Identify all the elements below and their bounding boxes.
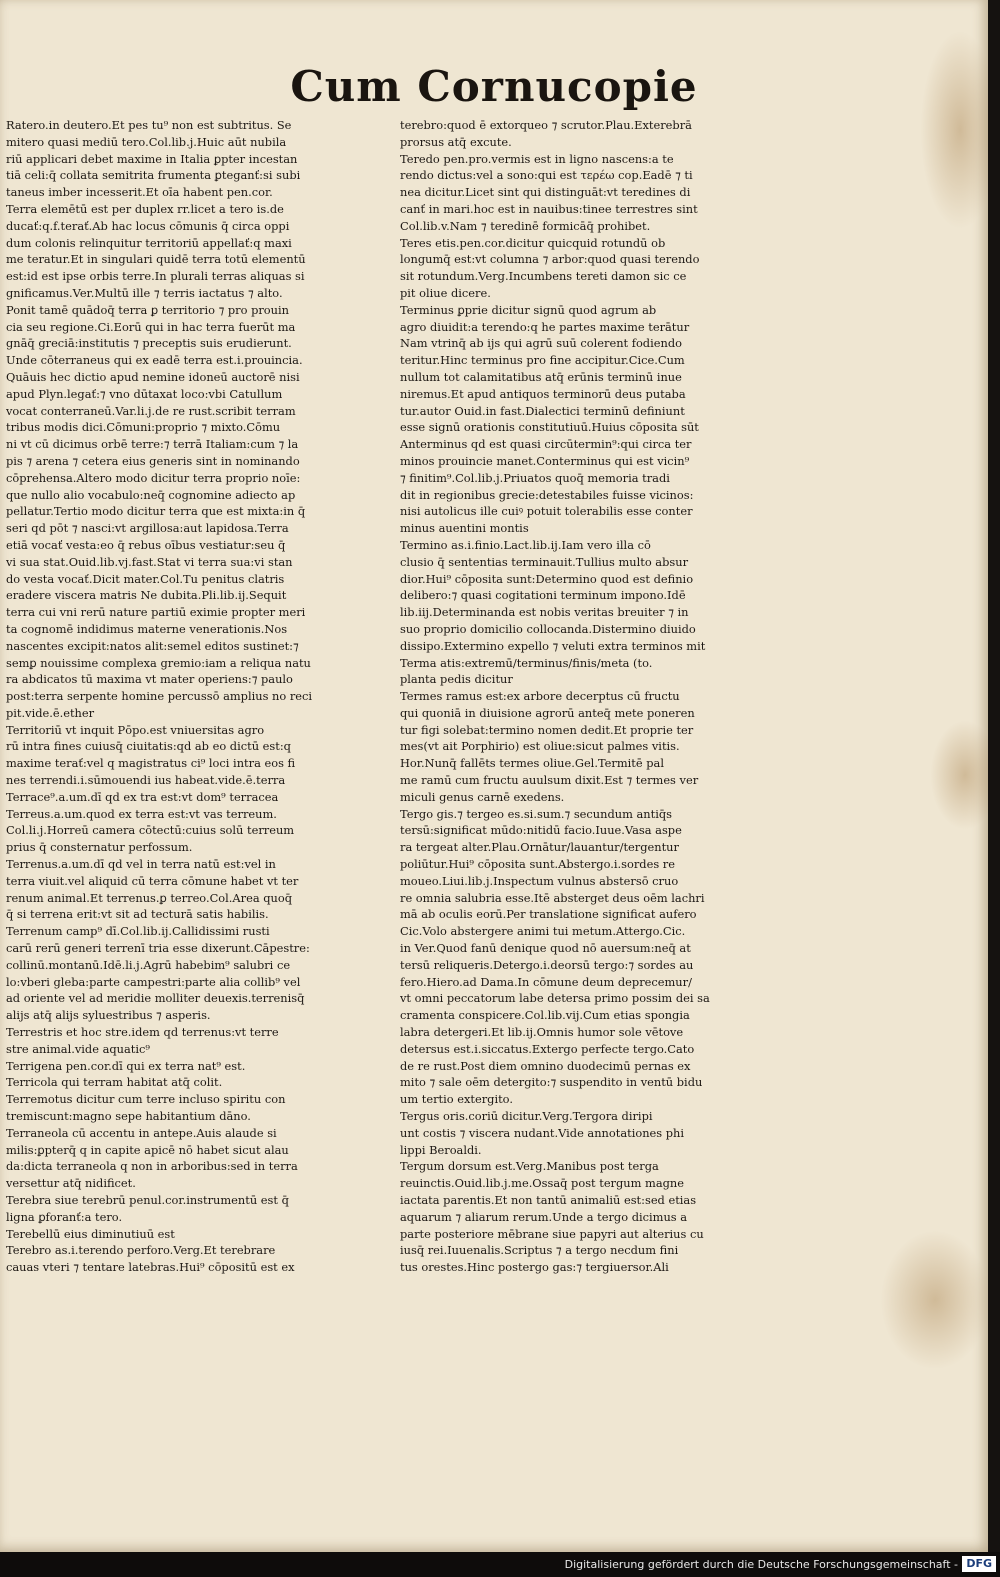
text-line: ra tergeat alter.Plau.Ornātur/lauantur/tergentur	[400, 840, 679, 855]
text-line: tribus modis dici.Cōmuni:proprio ⁊ mixto.Cōmu	[6, 420, 281, 435]
text-line: cia seu regione.Ci.Eorū qui in hac terra fuerūt ma	[6, 319, 296, 334]
text-line: minos prouincie manet.Conterminus qui est vicin⁹	[400, 453, 690, 468]
text-line: rendo dictus:vel a sono:qui est τερέω cop.Eadē ⁊ ti	[400, 168, 693, 183]
text-line: pit.vide.ē.ether	[6, 705, 95, 720]
text-line: eradere viscera matris Ne dubita.Pli.lib.ij.Sequit	[6, 588, 287, 603]
text-line: cauas vteri ⁊ tentare latebras.Hui⁹ cōpositū est ex	[6, 1260, 295, 1275]
text-line: prius q̄ consternatur perfossum.	[6, 840, 193, 855]
text-line: delibero:⁊ quasi cogitationi terminum impono.Idē	[400, 588, 686, 603]
text-line: tremiscunt:magno sepe habitantium dāno.	[6, 1109, 251, 1124]
text-line: ra abdicatos tū maxima vt mater operiens:⁊ paulo	[6, 672, 293, 687]
text-line: um tertio extergito.	[400, 1092, 513, 1107]
text-line: iactata parentis.Et non tantū animaliū est:sed etias	[400, 1193, 697, 1207]
text-line: me ramū cum fructu auulsum dixit.Est ⁊ termes ver	[400, 773, 699, 788]
text-line: nullum tot calamitatibus atq̄ erūnis terminū inue	[400, 369, 682, 384]
text-line: tur.autor Ouid.in fast.Dialectici terminū definiunt	[400, 403, 685, 418]
text-line: ad oriente vel ad meridie molliter deuexis.terrenisq̄	[6, 991, 305, 1006]
text-line: Teredo pen.pro.vermis est in ligno nascens:a te	[400, 151, 674, 166]
text-line: poliūtur.Hui⁹ cōposita sunt.Abstergo.i.sordes re	[400, 857, 675, 872]
text-line: detersus est.i.siccatus.Extergo perfecte tergo.Cato	[400, 1041, 695, 1056]
text-line: minus auentini montis	[400, 521, 529, 536]
dfg-logo: DFG	[962, 1556, 996, 1572]
text-line: teritur.Hinc terminus pro fine accipitur.Cice.Cum	[400, 353, 685, 368]
text-line: mitero quasi mediū tero.Col.lib.j.Huic aūt nubila	[6, 134, 287, 149]
text-line: gnāq̄ greciā:institutis ⁊ preceptis suis erudierunt.	[6, 336, 292, 351]
text-line: cramenta conspicere.Col.lib.vij.Cum etias spongia	[400, 1008, 690, 1023]
text-line: lib.iij.Determinanda est nobis veritas breuiter ⁊ in	[400, 605, 689, 620]
text-line: suo proprio domicilio collocanda.Distermino diuido	[400, 621, 696, 636]
text-line: miculi genus carnē exedens.	[400, 789, 565, 804]
text-line: Quāuis hec dictio apud nemine idoneū auctorē nisi	[6, 369, 300, 384]
text-line: nascentes excipit:natos alit:semel editos sustinet:⁊	[6, 638, 299, 653]
text-line: dit in regionibus grecie:detestabiles fuisse vicinos:	[400, 487, 694, 502]
text-line: me teratur.Et in singulari quidē terra totū elementū	[6, 252, 306, 267]
text-line: carū rerū generi terrenī tria esse dixerunt.Cāpestre:	[6, 941, 310, 956]
text-line: vt omni peccatorum labe detersa primo possim dei sa	[400, 991, 710, 1006]
text-line: iusq̄ rei.Iuuenalis.Scriptus ⁊ a tergo necdum fini	[400, 1243, 679, 1258]
text-line: riū applicari debet maxime in Italia ꝑpter incestan	[6, 151, 298, 166]
text-line: ligna ꝑforanť:a tero.	[6, 1209, 123, 1224]
page-stain	[880, 1230, 988, 1370]
text-line: canť in mari.hoc est in nauibus:tinee terrestres sint	[400, 201, 698, 216]
text-line: versettur atq̄ nidificet.	[6, 1176, 136, 1191]
text-line: que nullo alio vocabulo:neq̄ cognomine adiecto ap	[6, 487, 296, 502]
text-line: Terminus ꝑprie dicitur signū quod agrum ab	[400, 302, 657, 317]
text-line: Termes ramus est:ex arbore decerptus cū fructu	[400, 689, 680, 704]
text-line: aquarum ⁊ aliarum rerum.Unde a tergo dicimus a	[400, 1209, 688, 1224]
text-line: Cic.Volo abstergere animi tui metum.Attergo.Cic.	[400, 924, 686, 939]
text-line: Unde cōterraneus qui ex eadē terra est.i.prouincia.	[6, 353, 303, 368]
text-line: Termino as.i.finio.Lact.lib.ij.Iam vero illa cō	[400, 537, 651, 552]
text-line: Terremotus dicitur cum terre incluso spiritu con	[6, 1092, 286, 1107]
text-line: do vesta vocať.Dicit mater.Col.Tu penitus clatris	[6, 571, 285, 586]
text-line: semꝑ nouissime complexa gremio:iam a reliqua natu	[6, 655, 311, 670]
text-column-left	[6, 117, 388, 1276]
page-stain	[930, 720, 988, 830]
text-line: q̄ si terrena erit:vt sit ad tecturā satis habilis.	[6, 907, 269, 922]
text-line: nisi autolicus ille cuiꝰ potuit tolerabilis esse conter	[400, 504, 693, 519]
text-line: Ratero.in deutero.Et pes tu⁹ non est subtritus. Se	[6, 118, 292, 132]
text-line: post:terra serpente homine percussō amplius no reci	[6, 689, 313, 704]
text-line: pit oliue dicere.	[400, 285, 491, 300]
text-line: Terreus.a.um.quod ex terra est:vt vas terreum.	[6, 806, 277, 821]
text-line: nea dicitur.Licet sint qui distinguāt:vt teredines di	[400, 185, 691, 200]
text-line: ⁊ finitim⁹.Col.lib.j.Priuatos quoq̄ memoria tradi	[400, 470, 670, 485]
text-line: Teres etis.pen.cor.dicitur quicquid rotundū ob	[400, 235, 666, 250]
text-line: esse signū orationis constitutiuū.Huius cōposita sūt	[400, 420, 699, 435]
text-line: ducať:q.f.terať.Ab hac locus cōmunis q̄ circa oppi	[6, 218, 290, 233]
text-line: Terrenus.a.um.dī qd vel in terra natū est:vel in	[6, 857, 276, 872]
text-line: lo:vberi gleba:parte campestri:parte alia collib⁹ vel	[6, 974, 301, 989]
text-line: Tergo gis.⁊ tergeo es.si.sum.⁊ secundum antiq̄s	[400, 806, 673, 821]
text-line: Tergum dorsum est.Verg.Manibus post terga	[400, 1159, 659, 1174]
text-line: maxime terať:vel q magistratus ci⁹ loci intra eos fi	[6, 756, 296, 771]
text-line: niremus.Et apud antiquos terminorū deus putaba	[400, 386, 686, 401]
text-line: Ponit tamē quādoq̄ terra ꝑ territorio ⁊ pro prouin	[6, 302, 289, 317]
text-line: dior.Hui⁹ cōposita sunt:Determino quod est definio	[400, 571, 694, 586]
text-line: reuinctis.Ouid.lib.j.me.Ossaq̄ post tergum magne	[400, 1176, 685, 1191]
text-line: Anterminus qd est quasi circūtermin⁹:qui circa ter	[400, 437, 692, 452]
text-line: tus orestes.Hinc postergo gas:⁊ tergiuersor.Ali	[400, 1260, 669, 1275]
text-line: ni vt cū dicimus orbē terre:⁊ terrā Italiam:cum ⁊ la	[6, 437, 299, 452]
funding-credit: Digitalisierung gefördert durch die Deutsche Forschungsgemeinschaft -	[564, 1558, 958, 1571]
text-line: dissipo.Extermino expello ⁊ veluti extra terminos mit	[400, 638, 706, 653]
text-line: dum colonis relinquitur territoriū appellať:q maxi	[6, 235, 292, 250]
text-line: terra viuit.vel aliquid cū terra cōmune habet vt ter	[6, 873, 299, 888]
text-line: Terma atis:extremū/terminus/finis/meta (to.	[400, 655, 653, 670]
text-line: prorsus atq̄ excute.	[400, 134, 512, 149]
text-line: ta cognomē indidimus materne venerationis.Nos	[6, 621, 288, 636]
text-line: pis ⁊ arena ⁊ cetera eius generis sint in nominando	[6, 453, 300, 468]
text-line: vi sua stat.Ouid.lib.vj.fast.Stat vi terra sua:vi stan	[6, 554, 293, 569]
text-line: Terrestris et hoc stre.idem qd terrenus:vt terre	[6, 1025, 279, 1040]
text-line: tiā celi:q̄ collata semitrita frumenta ꝑteganť:si subi	[6, 168, 301, 183]
text-line: cōprehensa.Altero modo dicitur terra proprio noīe:	[6, 470, 301, 485]
text-line: Tergus oris.coriū dicitur.Verg.Tergora diripi	[400, 1109, 653, 1124]
text-line: clusio q̄ sententias terminauit.Tullius multo absur	[400, 554, 689, 569]
text-line: renum animal.Et terrenus.ꝑ terreo.Col.Area quoq̄	[6, 890, 293, 905]
text-line: Terrigena pen.cor.dī qui ex terra nat⁹ est.	[6, 1058, 246, 1073]
text-line: mā ab oculis eorū.Per translatione significat aufero	[400, 907, 697, 922]
text-line: longumq̄ est:vt columna ⁊ arbor:quod quasi terendo	[400, 252, 700, 267]
text-line: mito ⁊ sale oēm detergito:⁊ suspendito in ventū bidu	[400, 1075, 703, 1090]
text-line: planta pedis dicitur	[400, 672, 513, 687]
text-line: terra cui vni rerū nature partiū eximie propter meri	[6, 605, 306, 620]
text-line: tur figi solebat:termino nomen dedit.Et proprie ter	[400, 722, 694, 737]
text-line: in Ver.Quod fanū denique quod nō auersum:neq̄ at	[400, 941, 691, 956]
text-line: qui quoniā in diuisione agrorū anteq̄ mete poneren	[400, 705, 695, 720]
running-header: Cum Cornucopie	[290, 62, 698, 111]
text-line: apud Plyn.legať:⁊ vno dūtaxat loco:vbi Catullum	[6, 386, 283, 401]
text-line: rū intra fines cuiusq̄ ciuitatis:qd ab eo dictū est:q	[6, 739, 291, 754]
text-line: Terebra siue terebrū penul.cor.instrumentū est q̄	[6, 1193, 289, 1207]
text-line: labra detergeri.Et lib.ij.Omnis humor sole vētove	[400, 1025, 684, 1040]
text-line: de re rust.Post diem omnino duodecimū pernas ex	[400, 1058, 691, 1073]
text-line: Terebro as.i.terendo perforo.Verg.Et terebrare	[6, 1243, 276, 1258]
text-line: stre animal.vide aquatic⁹	[6, 1041, 150, 1056]
page-stain	[920, 30, 988, 230]
text-line: Col.li.j.Horreū camera cōtectū:cuius solū terreum	[6, 823, 295, 838]
text-line: terebro:quod ē extorqueo ⁊ scrutor.Plau.Exterebrā	[400, 118, 692, 132]
text-line: etiā vocať vesta:eo q̄ rebus oībus vestiatur:seu q̄	[6, 537, 286, 552]
text-line: lippi Beroaldi.	[400, 1142, 482, 1157]
text-line: Hor.Nunq̄ fallēts termes oliue.Gel.Termitē pal	[400, 756, 664, 771]
text-line: Territoriū vt inquit Pōpo.est vniuersitas agro	[6, 722, 265, 737]
text-line: da:dicta terraneola q non in arboribus:sed in terra	[6, 1159, 298, 1174]
text-line: tersū reliqueris.Detergo.i.deorsū tergo:⁊ sordes au	[400, 957, 694, 972]
text-line: Terrace⁹.a.um.dī qd ex tra est:vt dom⁹ terracea	[6, 789, 279, 804]
text-line: milis:ꝑpterq̄ q in capite apicē nō habet sicut alau	[6, 1142, 289, 1157]
text-line: alijs atq̄ alijs syluestribus ⁊ asperis.	[6, 1008, 211, 1023]
text-line: Terra elemētū est per duplex rr.licet a tero is.de	[6, 201, 284, 216]
text-line: vocat conterraneū.Var.li.j.de re rust.scribit terram	[6, 403, 296, 418]
text-line: Terraneola cū accentu in antepe.Auis alaude si	[6, 1125, 277, 1140]
text-line: collinū.montanū.Idē.li.j.Agrū habebim⁹ salubri ce	[6, 957, 291, 972]
text-line: mes(vt ait Porphirio) est oliue:sicut palmes vitis.	[400, 739, 680, 754]
text-line: Terricola qui terram habitat atq̄ colit.	[6, 1075, 223, 1090]
text-line: nes terrendi.i.sūmouendi ius habeat.vide.ē.terra	[6, 773, 286, 788]
text-line: pellatur.Tertio modo dicitur terra que est mixta:in q̄	[6, 504, 306, 519]
text-line: Terebellū eius diminutiuū est	[6, 1226, 175, 1241]
text-line: fero.Hiero.ad Dama.In cōmune deum deprecemur/	[400, 974, 692, 989]
text-line: seri qd pōt ⁊ nasci:vt argillosa:aut lapidosa.Terra	[6, 521, 289, 536]
text-line: tersū:significat mūdo:nitidū facio.Iuue.Vasa aspe	[400, 823, 682, 838]
text-line: taneus imber incesserit.Et oīa habent pen.cor.	[6, 185, 273, 200]
text-line: unt costis ⁊ viscera nudant.Vide annotationes phi	[400, 1125, 685, 1140]
text-line: re omnia salubria esse.Itē absterget deus oēm lachri	[400, 890, 705, 905]
text-line: Col.lib.v.Nam ⁊ teredinē formicāq̄ prohibet.	[400, 218, 651, 233]
text-line: gnificamus.Ver.Multū ille ⁊ terris iactatus ⁊ alto.	[6, 285, 283, 300]
text-column-right	[400, 117, 764, 1276]
text-line: parte posteriore mēbrane siue papyri aut alterius cu	[400, 1226, 704, 1241]
text-line: agro diuidit:a terendo:q he partes maxime terātur	[400, 319, 690, 334]
text-line: sit rotundum.Verg.Incumbens tereti damon sic ce	[400, 269, 687, 284]
text-line: Terrenum camp⁹ dī.Col.lib.ij.Callidissimi rusti	[6, 924, 270, 939]
text-line: est:id est ipse orbis terre.In plurali terras aliquas si	[6, 269, 305, 284]
text-line: Nam vtrinq̄ ab ijs qui agrū suū colerent fodiendo	[400, 336, 682, 351]
footer-bar	[0, 1552, 1000, 1577]
text-line: moueo.Liui.lib.j.Inspectum vulnus abstersō cruo	[400, 873, 679, 888]
